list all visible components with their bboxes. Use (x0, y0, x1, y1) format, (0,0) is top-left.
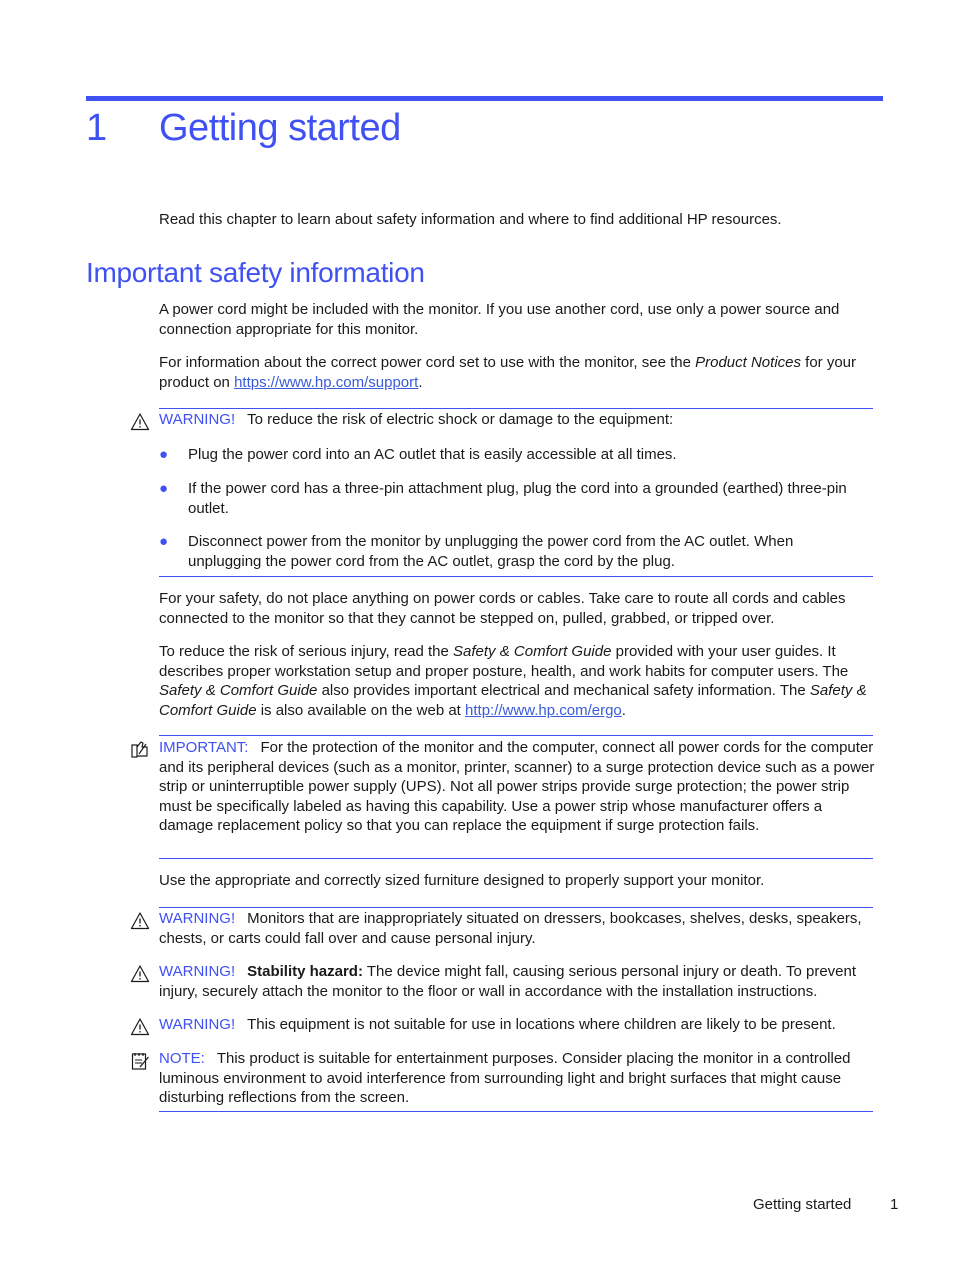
warning-text: Monitors that are inappropriately situated on dressers, bookcases, shelves, desks, speakers, chests, or carts could fall over and cause personal injury. (159, 910, 862, 947)
bullet-marker: ● (159, 446, 169, 463)
furniture-paragraph: Use the appropriate and correctly sized furniture designed to properly support your monitor. (159, 872, 765, 889)
important-surge-protection (159, 738, 875, 836)
note-label: NOTE: (159, 1050, 205, 1067)
intro-paragraph: Read this chapter to learn about safety information and where to find additional HP resources. (159, 211, 782, 228)
footer-chapter-title: Getting started (753, 1196, 852, 1213)
chapter-title: Getting started (159, 107, 401, 149)
guide-title: Safety & Comfort Guide (159, 682, 318, 699)
text: To reduce the risk of serious injury, read the (159, 643, 454, 660)
note-entertainment (159, 1049, 875, 1108)
warning-label: WARNING! (159, 411, 236, 428)
warning-top-rule (159, 408, 873, 409)
list-item: Plug the power cord into an AC outlet that is easily accessible at all times. (188, 446, 677, 463)
product-notices-title: Product Notices (695, 354, 801, 371)
hp-ergo-link[interactable]: http://www.hp.com/ergo (465, 701, 622, 719)
note-text: This product is suitable for entertainment purposes. Consider placing the monitor in a controlled luminous environment to avoid interference from surrounding light and bright surfaces that might cause disturbing reflections from the screen. (159, 1050, 851, 1106)
text: . (621, 701, 626, 719)
warning-furniture (159, 909, 875, 948)
important-label: IMPORTANT: (159, 739, 249, 756)
stability-hazard-label: Stability hazard: (247, 963, 363, 980)
warning-children (159, 1015, 875, 1035)
bullet-marker: ● (159, 480, 169, 497)
warning-label: WARNING! (159, 963, 236, 980)
text: provided with your user guides. It describes proper workstation setup and proper posture, health, and work habits for computer users. The (159, 643, 849, 680)
guide-title: Safety & Comfort Guide (159, 682, 867, 719)
bullet-marker: ● (159, 533, 169, 550)
warning-label: WARNING! (159, 910, 236, 927)
warning-label: WARNING! (159, 1016, 236, 1033)
text: for your product on (159, 354, 857, 391)
important-text: For the protection of the monitor and the computer, connect all power cords for the computer and its peripheral devices (such as a monitor, printer, scanner) to a surge protection device such as a power strip or uninterruptible power supply (UPS). Not all power strips provide surge protection; the power strip must be specifically labeled as having this capability. Use a power strip whose manufacturer offers a damage replacement policy so that you can replace the equipment if surge protection fails. (159, 739, 875, 834)
note-bottom-rule (159, 1111, 873, 1112)
safety-guide-paragraph (159, 642, 875, 720)
text: . (418, 373, 423, 391)
chapter-rule (86, 96, 883, 101)
hp-support-link[interactable]: https://www.hp.com/support (234, 373, 419, 391)
text: is also available on the web at (256, 701, 466, 719)
text: also provides important electrical and mechanical safety information. The (317, 682, 810, 699)
guide-title: Safety & Comfort Guide (453, 643, 612, 660)
warning-triangle-icon (130, 911, 150, 931)
warning-stability (159, 962, 875, 1001)
list-item: Disconnect power from the monitor by unplugging the power cord from the AC outlet. When unplugging the power cord from the AC outlet, grasp the cord by the plug. (188, 533, 794, 570)
warning-triangle-icon (130, 1017, 150, 1037)
important-top-rule (159, 735, 873, 736)
warning-text: To reduce the risk of electric shock or damage to the equipment: (247, 411, 674, 428)
section-title: Important safety information (86, 257, 425, 288)
text: For information about the correct power cord set to use with the monitor, see the (159, 354, 696, 371)
list-item: If the power cord has a three-pin attachment plug, plug the cord into a grounded (earthed) three-pin outlet. (188, 480, 847, 517)
warning-electric-shock (159, 410, 875, 430)
warning-text: The device might fall, causing serious personal injury or death. To prevent injury, securely attach the monitor to the floor or wall in accordance with the installation instructions. (159, 963, 857, 1000)
warning-triangle-icon (130, 412, 150, 432)
chapter-number: 1 (86, 107, 108, 149)
power-cord-paragraph: A power cord might be included with the monitor. If you use another cord, use only a power source and connection appropriate for this monitor. (159, 301, 840, 338)
warning-text: This equipment is not suitable for use in locations where children are likely to be present. (247, 1016, 836, 1033)
cords-safety-paragraph: For your safety, do not place anything on power cords or cables. Take care to route all cords and cables connected to the monitor so that they cannot be stepped on, pulled, grabbed, or tripped over. (159, 590, 846, 627)
warning-triangle-icon (130, 964, 150, 984)
note-pad-icon (130, 1051, 150, 1071)
important-bottom-rule (159, 858, 873, 859)
warning-bottom-rule (159, 576, 873, 577)
important-hand-icon (130, 739, 150, 759)
footer-page-number: 1 (890, 1196, 899, 1213)
power-cord-info-paragraph (159, 353, 875, 392)
warning-top-rule (159, 907, 873, 908)
